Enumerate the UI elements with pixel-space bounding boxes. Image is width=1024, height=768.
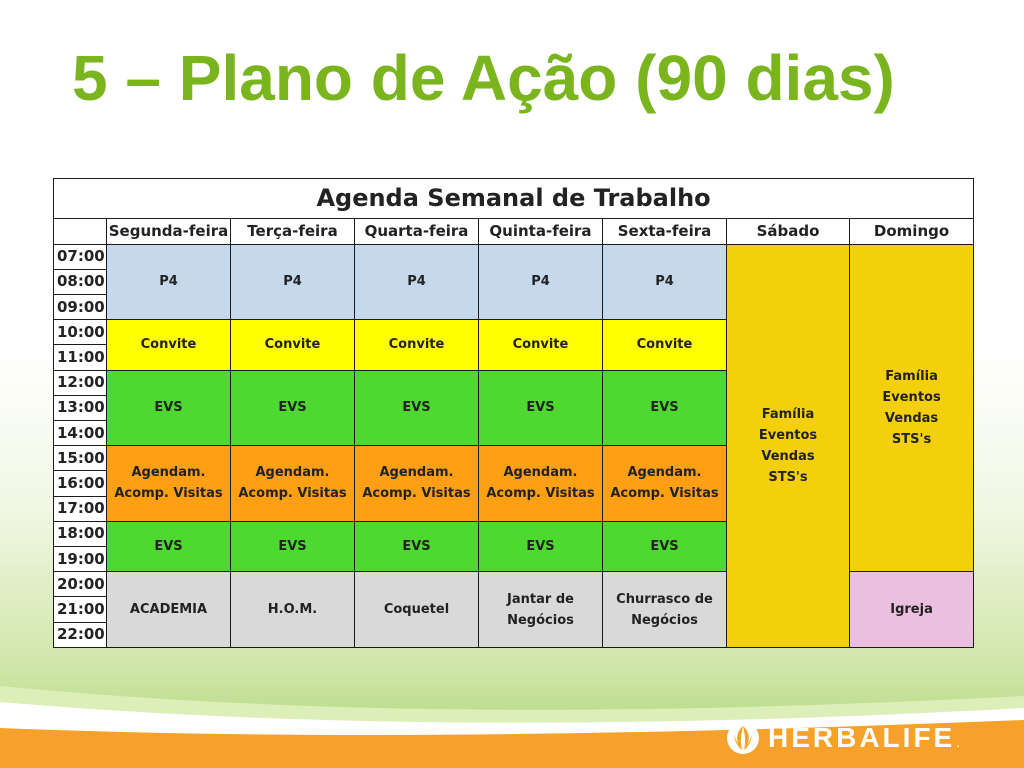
time-cell: 13:00 bbox=[54, 395, 107, 420]
agendam-cell bbox=[479, 446, 603, 522]
convite-cell: Convite bbox=[231, 320, 355, 370]
herbalife-leaf-icon bbox=[726, 721, 760, 755]
convite-cell: Convite bbox=[603, 320, 727, 370]
evs-cell: EVS bbox=[107, 370, 231, 446]
evs-cell: EVS bbox=[231, 521, 355, 571]
evs-cell: EVS bbox=[355, 370, 479, 446]
night-line: Negócios bbox=[631, 612, 698, 628]
herbalife-logo bbox=[726, 718, 960, 758]
time-cell: 14:00 bbox=[54, 420, 107, 445]
time-cell: 19:00 bbox=[54, 546, 107, 571]
day-header: Domingo bbox=[850, 219, 974, 244]
time-cell: 09:00 bbox=[54, 294, 107, 319]
night-line: Negócios bbox=[507, 612, 574, 628]
time-cell: 16:00 bbox=[54, 471, 107, 496]
evs-cell: EVS bbox=[355, 521, 479, 571]
herbalife-logo-dot: . bbox=[956, 734, 961, 750]
agendam-cell bbox=[107, 446, 231, 522]
agendam-line: Agendam. bbox=[379, 465, 454, 481]
domingo-line: Família bbox=[885, 368, 938, 384]
p4-cell: P4 bbox=[603, 244, 727, 320]
evs-cell: EVS bbox=[107, 521, 231, 571]
night-cell bbox=[479, 572, 603, 648]
time-cell: 12:00 bbox=[54, 370, 107, 395]
day-header: Sexta-feira bbox=[603, 219, 727, 244]
domingo-line: Eventos bbox=[882, 389, 941, 405]
agendam-cell bbox=[603, 446, 727, 522]
night-line: Churrasco de bbox=[616, 591, 713, 607]
weekly-agenda-table bbox=[53, 178, 974, 648]
evs-cell: EVS bbox=[479, 521, 603, 571]
day-header: Quinta-feira bbox=[479, 219, 603, 244]
agendam-line: Acomp. Visitas bbox=[610, 486, 719, 502]
p4-cell: P4 bbox=[107, 244, 231, 320]
agendam-cell bbox=[231, 446, 355, 522]
night-line: Coquetel bbox=[383, 602, 450, 618]
day-header: Sábado bbox=[727, 219, 850, 244]
day-header: Segunda-feira bbox=[107, 219, 231, 244]
evs-cell: EVS bbox=[479, 370, 603, 446]
herbalife-logo-text: HERBALIFE bbox=[768, 722, 956, 753]
convite-cell: Convite bbox=[355, 320, 479, 370]
agendam-line: Acomp. Visitas bbox=[114, 486, 223, 502]
night-cell bbox=[231, 572, 355, 648]
convite-cell: Convite bbox=[479, 320, 603, 370]
night-cell bbox=[603, 572, 727, 648]
time-cell: 11:00 bbox=[54, 345, 107, 370]
domingo-line: STS's bbox=[891, 431, 932, 447]
slide-title: 5 – Plano de Ação (90 dias) bbox=[72, 42, 895, 114]
time-cell: 17:00 bbox=[54, 496, 107, 521]
agendam-line: Acomp. Visitas bbox=[486, 486, 595, 502]
time-cell: 08:00 bbox=[54, 269, 107, 294]
day-header: Quarta-feira bbox=[355, 219, 479, 244]
time-cell: 18:00 bbox=[54, 521, 107, 546]
evs-cell: EVS bbox=[603, 370, 727, 446]
p4-cell: P4 bbox=[355, 244, 479, 320]
sabado-line: Vendas bbox=[761, 448, 815, 464]
agendam-line: Agendam. bbox=[503, 465, 578, 481]
p4-cell: P4 bbox=[479, 244, 603, 320]
p4-cell: P4 bbox=[231, 244, 355, 320]
agenda-title-row bbox=[54, 179, 974, 219]
time-cell: 22:00 bbox=[54, 622, 107, 647]
time-row bbox=[54, 244, 974, 269]
time-cell: 15:00 bbox=[54, 446, 107, 471]
time-cell: 07:00 bbox=[54, 244, 107, 269]
evs-cell: EVS bbox=[603, 521, 727, 571]
sabado-line: STS's bbox=[768, 469, 808, 485]
sabado-line: Eventos bbox=[758, 427, 818, 443]
igreja-cell: Igreja bbox=[850, 572, 974, 648]
agendam-line: Acomp. Visitas bbox=[362, 486, 471, 502]
evs-cell: EVS bbox=[231, 370, 355, 446]
agenda-title: Agenda Semanal de Trabalho bbox=[54, 179, 974, 219]
time-cell: 10:00 bbox=[54, 320, 107, 345]
night-cell bbox=[107, 572, 231, 648]
sabado-line: Família bbox=[761, 406, 815, 422]
time-cell: 20:00 bbox=[54, 572, 107, 597]
domingo-line: Vendas bbox=[884, 410, 939, 426]
day-header-row bbox=[54, 219, 974, 244]
agendam-cell bbox=[355, 446, 479, 522]
agendam-line: Agendam. bbox=[131, 465, 206, 481]
sabado-cell bbox=[727, 244, 850, 647]
night-line: H.O.M. bbox=[267, 602, 318, 618]
agendam-line: Agendam. bbox=[627, 465, 702, 481]
convite-cell: Convite bbox=[107, 320, 231, 370]
domingo-cell bbox=[850, 244, 974, 572]
agendam-line: Agendam. bbox=[255, 465, 330, 481]
corner-cell bbox=[54, 219, 107, 244]
time-cell: 21:00 bbox=[54, 597, 107, 622]
night-cell bbox=[355, 572, 479, 648]
night-line: ACADEMIA bbox=[129, 602, 208, 618]
night-line: Jantar de bbox=[507, 591, 574, 607]
agendam-line: Acomp. Visitas bbox=[238, 486, 347, 502]
day-header: Terça-feira bbox=[231, 219, 355, 244]
